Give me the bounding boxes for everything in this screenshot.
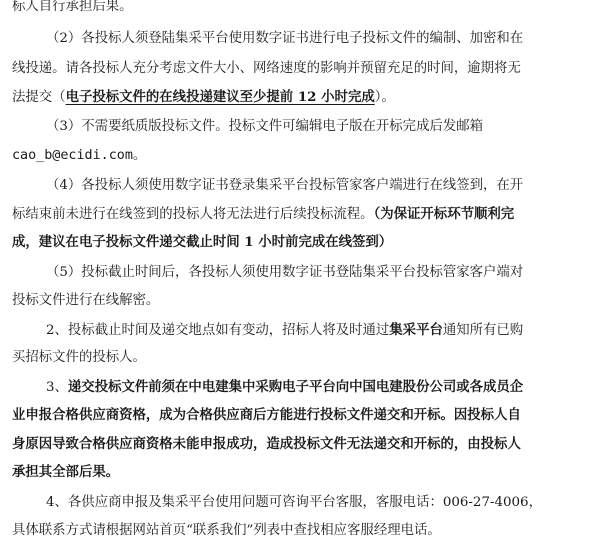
text-line: 投标文件进行在线解密。 [12, 293, 160, 308]
text-run: 法提交（ [12, 90, 66, 105]
text-line: 具体联系方式请根据网站首页“联系我们”列表中查找相应客服经理电话。 [12, 523, 441, 538]
text-line [12, 87, 600, 107]
emphasis-text: （为保证开标环节顺利完 [373, 206, 515, 222]
text-run: 2、投标截止时间及递交地点如有变动，招标人将及时通过 [46, 323, 390, 338]
text-line: 标人自行承担后果。 [12, 0, 133, 14]
text-line [46, 377, 600, 397]
text-line: 买招标文件的投标人。 [12, 350, 146, 365]
text-line: （3）不需要纸质版投标文件。投标文件可编辑电子版在开标完成后发邮箱 [46, 119, 484, 134]
text-run: ）。 [374, 90, 395, 105]
text-line: （4）各投标人须使用数字证书登录集采平台投标管家客户端进行在线签到，在开 [46, 178, 524, 193]
text-run: 标结束前未进行在线签到的投标人将无法进行后续投标流程。 [12, 207, 374, 222]
emphasis-line: 身原因导致合格供应商资格未能申报成功，造成投标文件无法递交和开标的，由投标人 [12, 436, 521, 452]
email-text: cao_b@ecidi.com。 [12, 148, 147, 163]
text-line: 线投递。请各投标人充分考虑文件大小、网络速度的影响并预留充足的时间，逾期将无 [12, 61, 521, 76]
text-line: 4、各供应商申报及集采平台使用问题可咨询平台客服，客服电话：006-27-4006， [46, 495, 542, 510]
emphasis-line: 成，建议在电子投标文件递交截止时间 1 小时前完成在线签到） [12, 234, 393, 250]
text-line [46, 320, 600, 340]
text-run: 通知所有已购 [442, 323, 524, 338]
emphasis-text: 集采平台 [389, 322, 443, 338]
text-line [12, 204, 600, 224]
emphasis-text: 递交投标文件前须在中电建集中采购电子平台向中国电建股份公司或各成员企 [67, 379, 524, 395]
text-run: 3、 [46, 380, 68, 395]
emphasis-text: 电子投标文件的在线投递建议至少提前 12 小时完成 [65, 89, 375, 105]
text-line: （2）各投标人须登陆集采平台使用数字证书进行电子投标文件的编制、加密和在 [46, 31, 524, 46]
emphasis-line: 承担其全部后果。 [12, 464, 120, 480]
text-line: （5）投标截止时间后，各投标人须使用数字证书登陆集采平台投标管家客户端对 [46, 265, 524, 280]
emphasis-line: 业申报合格供应商资格，成为合格供应商后方能进行投标文件递交和开标。因投标人自 [12, 407, 521, 423]
